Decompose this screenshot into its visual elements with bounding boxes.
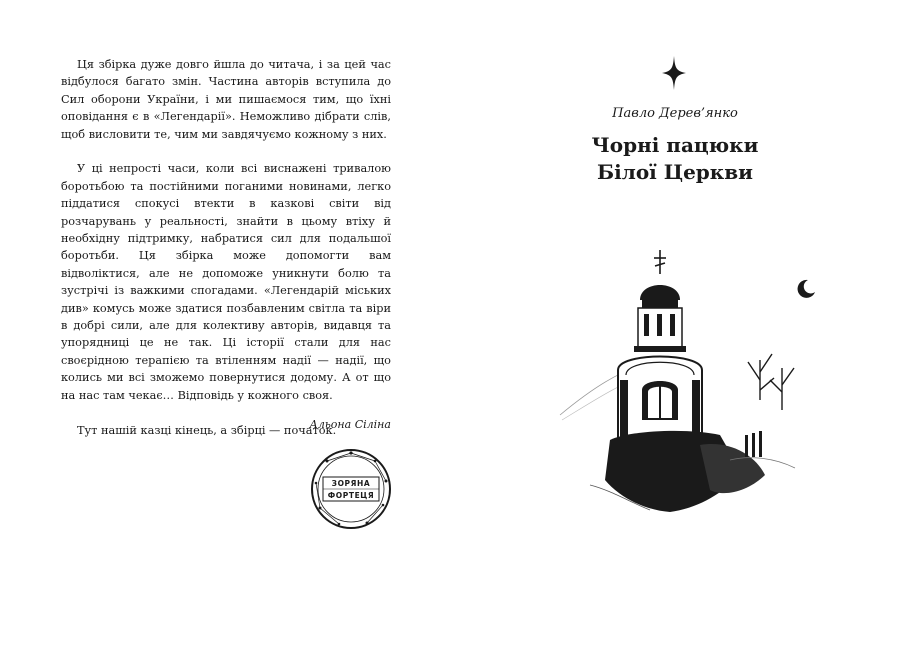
publisher-logo-graphic bbox=[309, 447, 393, 531]
book-author: Павло Дерев’янко bbox=[612, 106, 738, 121]
star-icon bbox=[662, 56, 686, 90]
paragraph-1: Ця збірка дуже довго йшла до читача, і за цей час відбулося багато змін. Частина авторів вступила до Сил оборони України, і ми пишаємося тим, що їхні оповідання є в «Легендарії». Неможливо дібрати слів, щоб висловити те, чим ми завдячуємо кожному з них. bbox=[61, 58, 391, 141]
paragraph-3: Тут нашій казці кінець, а збірці — початок. bbox=[77, 423, 337, 437]
publisher-logo bbox=[309, 447, 393, 531]
book-title: Чорні пацюки Білої Церкви bbox=[591, 133, 759, 184]
paragraph-2: У ці непрості часи, коли всі виснажені тривалою боротьбою та постійними поганими новинами, легко піддатися спокусі втекти в казкові світи від розчарувань у реальності, знайти в цьому втіху й необхідну підтримку, набратися сил для подальшої боротьби. Ця збірка може допомогти вам відволіктися, але не допоможе уникнути болю та зустрічі із важкими спогадами. «Легендарій міських див» комусь може здатися позбавленим світла та віри в добрі сили, але для колективу авторів, видавця та упорядниці це не так. Ці історії стали для нас своєрідною терапією та втіленням надії — надії, що колись ми всі зможемо повернутися додому. А от що на нас там чекає… Відповідь у кожного своя. bbox=[61, 162, 391, 402]
afterword-text bbox=[61, 56, 391, 439]
right-page bbox=[450, 0, 900, 652]
logo-line-1: ЗОРЯНА bbox=[331, 479, 371, 488]
logo-line-2: ФОРТЕЦЯ bbox=[327, 491, 375, 500]
signature: Альона Сіліна bbox=[309, 418, 391, 431]
church-illustration bbox=[550, 240, 830, 530]
